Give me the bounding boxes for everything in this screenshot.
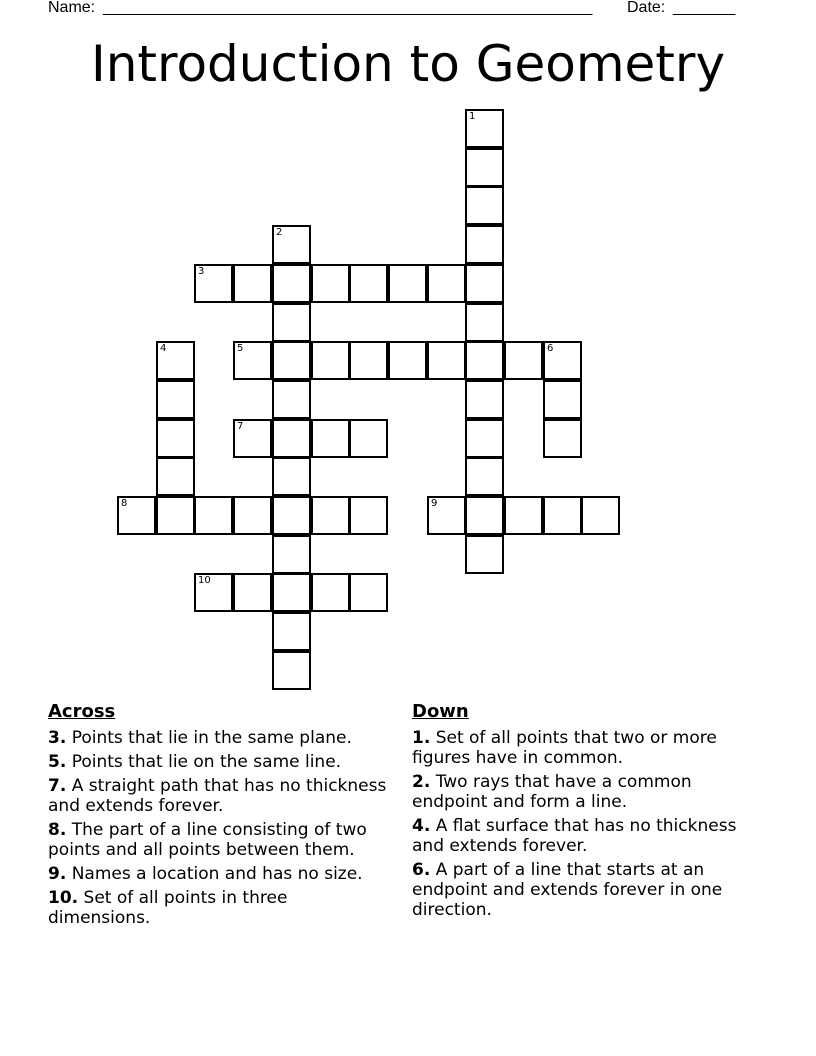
crossword-cell[interactable] [272, 573, 311, 612]
crossword-cell[interactable] [543, 380, 582, 419]
crossword-cell[interactable] [272, 419, 311, 458]
clue-text: A straight path that has no thickness and extends forever. [48, 776, 387, 816]
crossword-cell[interactable] [156, 457, 195, 496]
crossword-cell[interactable] [504, 496, 543, 535]
crossword-cell[interactable] [233, 264, 272, 303]
crossword-cell[interactable] [465, 109, 504, 148]
crossword-cell[interactable] [233, 573, 272, 612]
crossword-cell[interactable] [388, 264, 427, 303]
crossword-cell[interactable] [349, 341, 388, 380]
cell-number: 8 [121, 498, 128, 509]
across-heading: Across [48, 701, 116, 722]
crossword-cell[interactable] [272, 303, 311, 342]
clue-down-2 [412, 772, 752, 812]
clue-number: 3. [48, 728, 67, 748]
crossword-cell[interactable] [543, 341, 582, 380]
crossword-cell[interactable] [349, 264, 388, 303]
crossword-cell[interactable] [349, 496, 388, 535]
crossword-cell[interactable] [194, 496, 233, 535]
clue-number: 7. [48, 776, 67, 796]
name-label: Name: [48, 0, 96, 16]
page-title: Introduction to Geometry [90, 35, 726, 93]
crossword-cell[interactable] [427, 264, 466, 303]
crossword-cell[interactable] [349, 573, 388, 612]
clue-text: A flat surface that has no thickness and extends forever. [412, 816, 737, 856]
cell-number: 4 [160, 343, 167, 354]
clue-text: Points that lie in the same plane. [71, 728, 352, 748]
cell-number: 3 [198, 266, 205, 277]
cell-number: 2 [276, 227, 283, 238]
crossword-cell[interactable] [465, 535, 504, 574]
cell-number: 10 [198, 575, 211, 586]
crossword-cell[interactable] [233, 496, 272, 535]
crossword-cell[interactable] [543, 419, 582, 458]
crossword-cell[interactable] [156, 380, 195, 419]
clue-text: Points that lie on the same line. [71, 752, 342, 772]
crossword-cell[interactable] [272, 496, 311, 535]
crossword-cell[interactable] [156, 341, 195, 380]
crossword-cell[interactable] [311, 264, 350, 303]
clue-across-8 [48, 820, 388, 860]
down-heading: Down [412, 701, 469, 722]
clue-number: 6. [412, 860, 431, 880]
crossword-cell[interactable] [465, 264, 504, 303]
crossword-cell[interactable] [311, 341, 350, 380]
date-label: Date: [627, 0, 666, 16]
crossword-cell[interactable] [581, 496, 620, 535]
crossword-cell[interactable] [465, 186, 504, 225]
crossword-cell[interactable] [233, 341, 272, 380]
cell-number: 6 [547, 343, 554, 354]
crossword-cell[interactable] [349, 419, 388, 458]
clue-text: The part of a line consisting of two points and all points between them. [48, 820, 367, 860]
clue-down-1 [412, 728, 752, 768]
crossword-cell[interactable] [465, 303, 504, 342]
crossword-cell[interactable] [465, 457, 504, 496]
name-field-line[interactable]: _______________________________________________________ [103, 0, 593, 16]
clue-across-7 [48, 776, 388, 816]
crossword-cell[interactable] [156, 496, 195, 535]
crossword-cell[interactable] [311, 419, 350, 458]
clue-down-6 [412, 860, 752, 920]
crossword-cell[interactable] [465, 419, 504, 458]
clue-down-4 [412, 816, 752, 856]
crossword-cell[interactable] [272, 535, 311, 574]
crossword-cell[interactable] [465, 380, 504, 419]
crossword-cell[interactable] [427, 496, 466, 535]
crossword-cell[interactable] [117, 496, 156, 535]
crossword-cell[interactable] [427, 341, 466, 380]
clue-text: Names a location and has no size. [71, 864, 363, 884]
crossword-cell[interactable] [465, 148, 504, 187]
down-clues [412, 700, 752, 924]
clue-number: 2. [412, 772, 431, 792]
crossword-cell[interactable] [272, 380, 311, 419]
clue-number: 4. [412, 816, 431, 836]
crossword-cell[interactable] [272, 457, 311, 496]
crossword-cell[interactable] [272, 264, 311, 303]
crossword-cell[interactable] [388, 341, 427, 380]
cell-number: 1 [469, 111, 476, 122]
clue-number: 10. [48, 888, 79, 908]
cell-number: 7 [237, 421, 244, 432]
clue-across-3 [48, 728, 388, 748]
clue-text: Two rays that have a common endpoint and form a line. [412, 772, 692, 812]
crossword-cell[interactable] [233, 419, 272, 458]
crossword-cell[interactable] [465, 496, 504, 535]
crossword-cell[interactable] [272, 651, 311, 690]
clue-across-9 [48, 864, 388, 884]
clue-number: 8. [48, 820, 67, 840]
crossword-cell[interactable] [194, 264, 233, 303]
crossword-cell[interactable] [156, 419, 195, 458]
cell-number: 9 [431, 498, 438, 509]
crossword-cell[interactable] [311, 496, 350, 535]
clue-text: Set of all points that two or more figures have in common. [412, 728, 717, 768]
clue-number: 9. [48, 864, 67, 884]
crossword-cell[interactable] [272, 612, 311, 651]
clue-text: A part of a line that starts at an endpoint and extends forever in one direction. [412, 860, 723, 920]
crossword-cell[interactable] [465, 225, 504, 264]
crossword-cell[interactable] [194, 573, 233, 612]
clue-across-5 [48, 752, 388, 772]
crossword-cell[interactable] [272, 341, 311, 380]
crossword-cell[interactable] [504, 341, 543, 380]
crossword-cell[interactable] [272, 225, 311, 264]
clue-number: 5. [48, 752, 67, 772]
clue-number: 1. [412, 728, 431, 748]
cell-number: 5 [237, 343, 244, 354]
clue-across-10 [48, 888, 388, 928]
crossword-cell[interactable] [543, 496, 582, 535]
crossword-cell[interactable] [465, 341, 504, 380]
crossword-cell[interactable] [311, 573, 350, 612]
date-field-line[interactable]: _______ [673, 0, 736, 16]
clue-text: Set of all points in three dimensions. [48, 888, 288, 928]
across-clues [48, 700, 388, 932]
